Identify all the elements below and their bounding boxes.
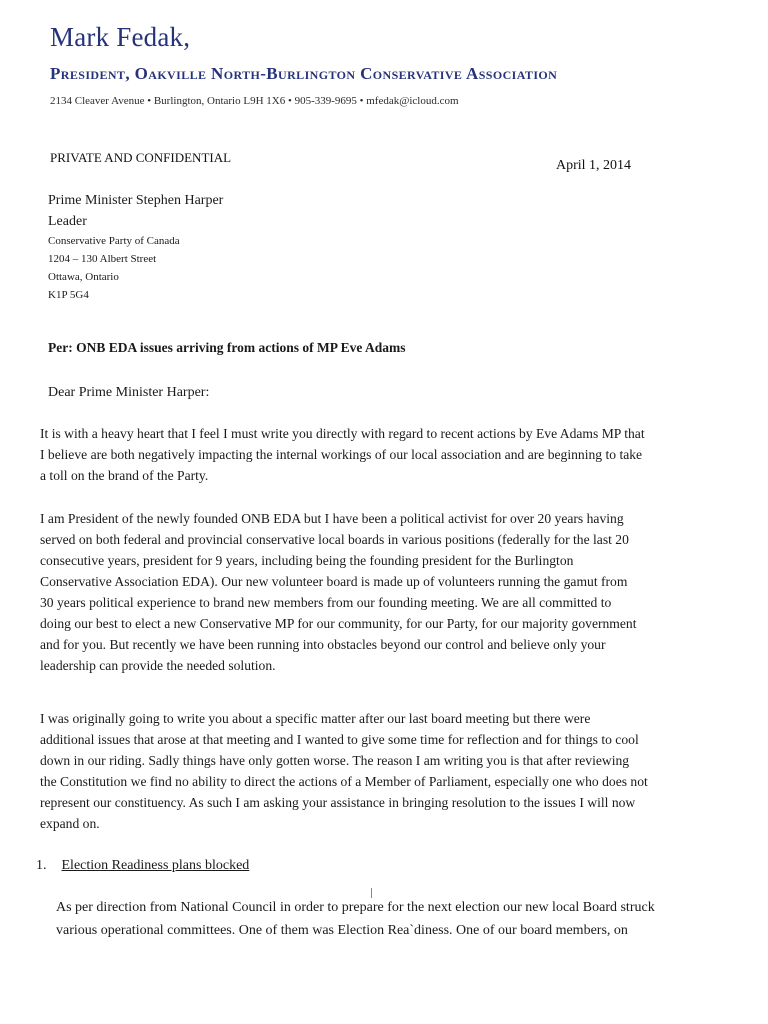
paragraph-line: the Constitution we find no ability to direct the actions of a Member of Parliament, especially one who does not [40, 774, 648, 789]
confidential-label: PRIVATE AND CONFIDENTIAL [50, 150, 232, 165]
paragraph-line: It is with a heavy heart that I feel I must write you directly with regard to recent actions by Eve Adams MP that [40, 426, 645, 441]
paragraph-line: doing our best to elect a new Conservative MP for our community, for our Party, for our majority government [40, 616, 637, 631]
paragraph-3 [40, 708, 740, 834]
paragraph-1 [40, 423, 740, 486]
letter-date: April 1, 2014 [556, 158, 632, 173]
paragraph-line: a toll on the brand of the Party. [40, 468, 209, 483]
paragraph-line: represent our constituency. As such I am asking your assistance in bringing resolution to the issues I will now [40, 795, 636, 810]
paragraph-line: consecutive years, president for 9 years, including being the founding president for the Burlington [40, 553, 574, 568]
paragraph-line: 30 years political experience to brand new members from our founding meeting. We are all committed to [40, 595, 612, 610]
paragraph-line: Conservative Association EDA). Our new volunteer board is made up of volunteers running the gamut from [40, 574, 628, 589]
section-number: 1. [36, 858, 47, 873]
subject-line: Per: ONB EDA issues arriving from actions of MP Eve Adams [48, 340, 406, 355]
paragraph-line: various operational committees. One of them was Election Rea`diness. One of our board members, on [56, 923, 628, 938]
paragraph-line: leadership can provide the needed solution. [40, 658, 276, 673]
recipient-city: Ottawa, Ontario [48, 271, 119, 283]
letterhead-name: Mark Fedak, [50, 22, 191, 52]
recipient-street: 1204 – 130 Albert Street [48, 253, 157, 265]
paragraph-line: I believe are both negatively impacting the internal workings of our local association and are beginning to take [40, 447, 643, 462]
recipient-block [48, 190, 223, 304]
paragraph-line: As per direction from National Council in order to prepare for the next election our new local Board struck [56, 900, 655, 915]
letterhead-address: 2134 Cleaver Avenue • Burlington, Ontario L9H 1X6 • 905-339-9695 • mfedak@icloud.com [50, 95, 459, 107]
section-heading-1 [36, 858, 249, 874]
recipient-org: Conservative Party of Canada [48, 235, 180, 247]
salutation: Dear Prime Minister Harper: [48, 385, 210, 400]
paragraph-line: served on both federal and provincial conservative local boards in various positions (federally for the last 20 [40, 532, 629, 547]
paragraph-2 [40, 508, 740, 676]
paragraph-line: and for you. But recently we have been running into obstacles beyond our control and believe only your [40, 637, 606, 652]
recipient-name: Prime Minister Stephen Harper [48, 193, 224, 208]
paragraph-line: down in our riding. Sadly things have only gotten worse. The reason I am writing you is that after reviewing [40, 753, 630, 768]
section-title: Election Readiness plans blocked [61, 858, 250, 873]
paragraph-line: I was originally going to write you about a specific matter after our last board meeting but there were [40, 711, 591, 726]
paragraph-line: additional issues that arose at that meeting and I wanted to give some time for reflection and for things to cool [40, 732, 639, 747]
paragraph-line: I am President of the newly founded ONB EDA but I have been a political activist for over 20 years having [40, 511, 624, 526]
paragraph-line: expand on. [40, 816, 100, 831]
paragraph-4 [56, 896, 746, 942]
recipient-role: Leader [48, 214, 87, 229]
letterhead-title: President, Oakville North-Burlington Conservative Association [50, 64, 558, 83]
recipient-postal: K1P 5G4 [48, 289, 89, 301]
